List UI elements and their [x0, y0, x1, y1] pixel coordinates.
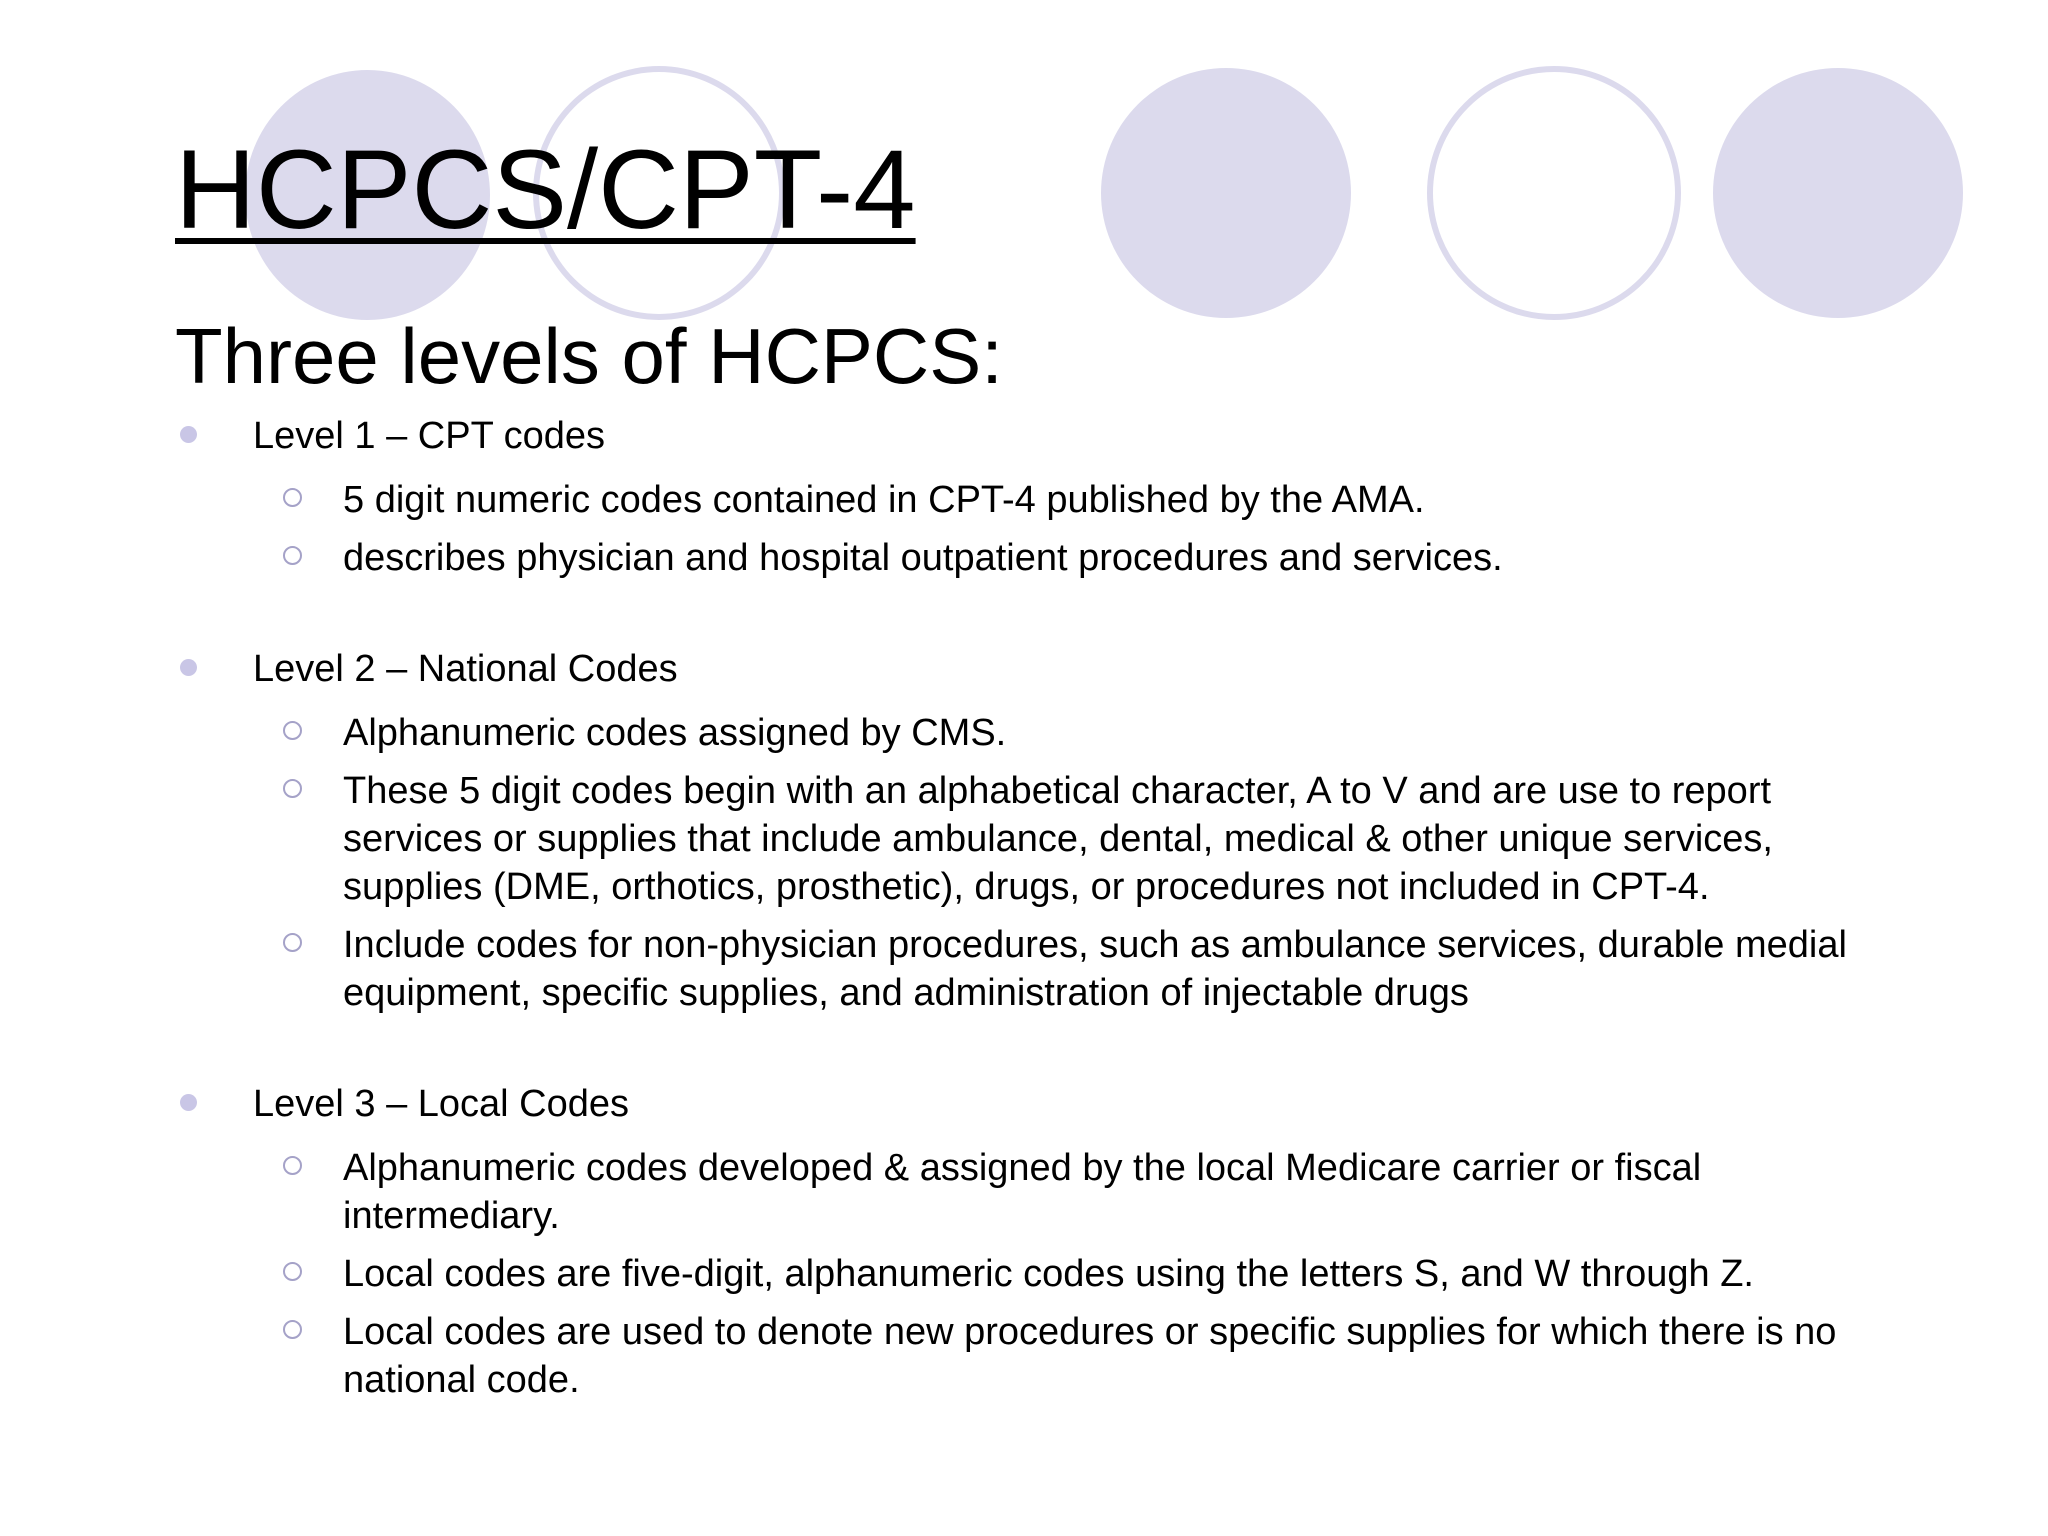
- list-item-text: Alphanumeric codes assigned by CMS.: [343, 712, 1007, 754]
- level-2-section: [0, 639, 2048, 1017]
- list-item: [0, 767, 1903, 911]
- bullet-ring-icon: [283, 1156, 302, 1175]
- level-1-items: [0, 476, 2048, 582]
- list-item-text: 5 digit numeric codes contained in CPT-4 published by the AMA.: [343, 479, 1425, 521]
- list-item-text: Include codes for non-physician procedures, such as ambulance services, durable medial equipment, specific supplies, and administration of injectable drugs: [343, 924, 1847, 1014]
- level-1-heading-row: [0, 406, 2048, 466]
- level-2-items: [0, 709, 2048, 1017]
- list-item-text: describes physician and hospital outpatient procedures and services.: [343, 537, 1503, 579]
- level-1-section: [0, 406, 2048, 582]
- list-item: [0, 534, 1903, 582]
- decor-circle-filled-3: [1713, 68, 1963, 318]
- list-item: [0, 921, 1903, 1017]
- list-item: [0, 1250, 1903, 1298]
- bullet-ring-icon: [283, 933, 302, 952]
- level-2-heading-row: [0, 639, 2048, 699]
- level-3-heading: Level 3 – Local Codes: [253, 1083, 630, 1125]
- list-item: [0, 1144, 1903, 1240]
- level-3-heading-row: [0, 1074, 2048, 1134]
- slide-subtitle: Three levels of HCPCS:: [175, 312, 1003, 400]
- bullet-ring-icon: [283, 779, 302, 798]
- level-3-items: [0, 1144, 2048, 1404]
- bullet-dot-icon: [180, 426, 197, 443]
- bullet-ring-icon: [283, 546, 302, 565]
- bullet-dot-icon: [180, 1094, 197, 1111]
- level-2-heading: Level 2 – National Codes: [253, 648, 678, 690]
- bullet-ring-icon: [283, 1262, 302, 1281]
- level-1-heading: Level 1 – CPT codes: [253, 415, 606, 457]
- list-item: [0, 476, 1903, 524]
- level-3-section: [0, 1074, 2048, 1404]
- bullet-dot-icon: [180, 659, 197, 676]
- bullet-ring-icon: [283, 488, 302, 507]
- list-item: [0, 709, 1903, 757]
- slide-title: HCPCS/CPT-4: [175, 127, 916, 252]
- decor-circle-filled-2: [1101, 68, 1351, 318]
- bullet-ring-icon: [283, 721, 302, 740]
- list-item-text: Local codes are five-digit, alphanumeric codes using the letters S, and W through Z.: [343, 1253, 1754, 1295]
- list-item-text: These 5 digit codes begin with an alphabetical character, A to V and are use to report services or supplies that include ambulance, dental, medical & other unique services, supplies (DME, orthotics, prosthetic), drugs, or procedures not included in CPT-4.: [343, 770, 1773, 908]
- list-item: [0, 1308, 1903, 1404]
- decor-circle-ring-2: [1427, 66, 1681, 320]
- bullet-ring-icon: [283, 1320, 302, 1339]
- list-item-text: Alphanumeric codes developed & assigned by the local Medicare carrier or fiscal intermediary.: [343, 1147, 1702, 1237]
- list-item-text: Local codes are used to denote new procedures or specific supplies for which there is no national code.: [343, 1311, 1837, 1401]
